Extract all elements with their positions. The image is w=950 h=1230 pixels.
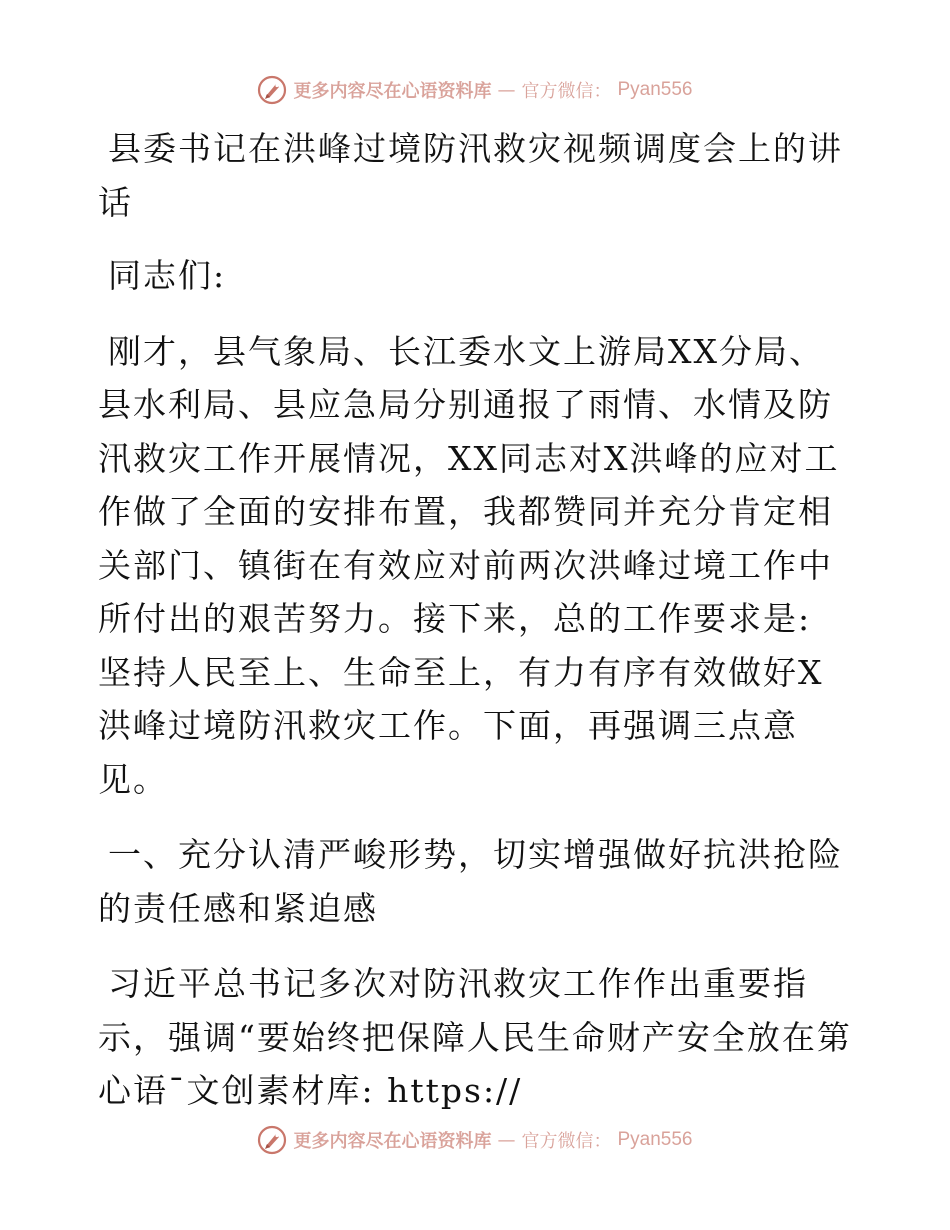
section-heading: 一、充分认清严峻形势，切实增强做好抗洪抢险的责任感和紧迫感 xyxy=(98,835,843,928)
watermark-dash: — xyxy=(497,1129,516,1151)
body-paragraph: 习近平总书记多次对防汛救灾工作作出重要指示，强调“要始终把保障人民生命财产安全放在第心语¯文创素材库: https:// xyxy=(98,964,852,1110)
watermark-wechat-label: 官方微信： xyxy=(521,81,612,102)
pen-nib-circle-icon xyxy=(257,75,287,105)
watermark-main-text: 更多内容尽在心语资料库 xyxy=(293,81,492,102)
body-paragraph: 刚才，县气象局、长江委水文上游局XX分局、县水利局、县应急局分别通报了雨情、水情及防汛救灾工作开展情况，XX同志对X洪峰的应对工作做了全面的安排布置，我都赞同并充分肯定相关部门、镇街在有效应对前两次洪峰过境工作中所付出的艰苦努力。接下来，总的工作要求是: 坚持人民至上、生命至上，有力有序有效做好X洪峰过境防汛救灾工作。下面，再强调三点意见。 xyxy=(98,331,840,799)
watermark-dash: — xyxy=(497,79,516,101)
watermark-wechat-id: Pyan556 xyxy=(617,79,693,100)
pen-nib-circle-icon xyxy=(257,1125,287,1155)
watermark-wechat-id: Pyan556 xyxy=(617,1129,693,1150)
watermark-footer xyxy=(0,1120,950,1160)
watermark-wechat-label: 官方微信： xyxy=(521,1131,612,1152)
salutation: 同志们: xyxy=(108,256,227,295)
watermark-header xyxy=(0,70,950,110)
document-title: 县委书记在洪峰过境防汛救灾视频调度会上的讲话 xyxy=(98,129,843,222)
watermark-main-text: 更多内容尽在心语资料库 xyxy=(293,1131,492,1152)
document-body xyxy=(98,122,858,1118)
